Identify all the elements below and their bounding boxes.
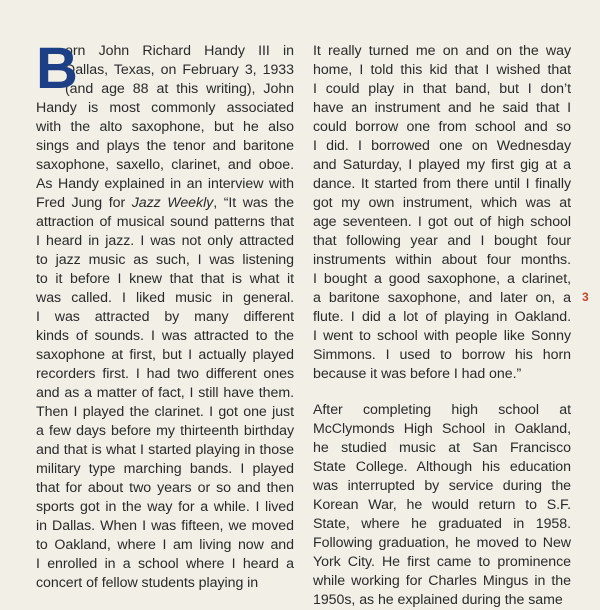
- text-line: dance. It started from there until I finally: [313, 176, 571, 192]
- text-line: I bought a good saxophone, a clarinet,: [313, 271, 571, 287]
- text-line: As Handy explained in an interview with: [36, 176, 294, 192]
- text-line: I heard in jazz. I was not only attracted: [36, 233, 294, 249]
- publication-title: Jazz Weekly: [131, 195, 214, 211]
- text-line: I enrolled in a school where I heard a: [36, 556, 294, 572]
- text-line: to Oakland, where I am living now and: [36, 537, 294, 553]
- text-line: kinds of sounds. I was attracted to the: [36, 328, 294, 344]
- right-column: [313, 42, 571, 610]
- text-line: 1950s, as he explained during the same: [313, 592, 563, 608]
- text-line: age seventeen. I got out of high school: [313, 214, 571, 230]
- text-line: flute. I did a lot of playing in Oakland.: [313, 309, 571, 325]
- text-line: and that is what I started playing in those: [36, 442, 294, 458]
- text-fragment: , “It was the: [213, 195, 294, 211]
- text-line: I went to school with people like Sonny: [313, 328, 571, 344]
- text-line: (and age 88 at this writing), John: [65, 81, 294, 97]
- text-line: Then I played the clarinet. I got one just: [36, 404, 294, 420]
- text-line: that following year and I bought four: [313, 233, 571, 249]
- text-line: It really turned me on and on the way: [313, 43, 571, 59]
- text-line: saxophone, saxello, clarinet, and oboe.: [36, 157, 294, 173]
- text-fragment: Fred Jung for: [36, 195, 132, 211]
- text-line: Korean War, he would return to S.F.: [313, 497, 571, 513]
- text-line: home, I told this kid that I wished that: [313, 62, 571, 78]
- text-line: concert of fellow students playing in: [36, 575, 259, 591]
- text-line: Dallas, Texas, on February 3, 1933: [65, 62, 294, 78]
- text-line: a baritone saxophone, and later on, a: [313, 290, 571, 306]
- text-line: because it was before I had one.”: [313, 366, 522, 382]
- page-number: 3: [582, 290, 589, 304]
- text-line: sports got in the way for a while. I lived: [36, 499, 294, 515]
- text-line: York City. He first came to prominence: [313, 554, 571, 570]
- text-line: and as a matter of fact, I still have them.: [36, 385, 294, 401]
- left-column: [36, 36, 294, 593]
- text-line: while working for Charles Mingus in the: [313, 573, 571, 589]
- text-line: that for about two years or so and then: [36, 480, 294, 496]
- paragraph-gap: [313, 384, 571, 401]
- text-line: orn John Richard Handy III in: [65, 43, 294, 59]
- text-line: a few days before my thirteenth birthday: [36, 423, 294, 439]
- text-line: recorders first. I had two different ones: [36, 366, 294, 382]
- text-line: got my own instrument, which was at: [313, 195, 571, 211]
- text-line: Simmons. I used to borrow his horn: [313, 347, 571, 363]
- text-line: McClymonds High School in Oakland,: [313, 421, 571, 437]
- text-line: I did. I borrowed one on Wednesday: [313, 138, 571, 154]
- text-line: in Dallas. When I was fifteen, we moved: [36, 518, 294, 534]
- text-line: Following graduation, he moved to New: [313, 535, 571, 551]
- text-line: have an instrument and he said that I: [313, 100, 571, 116]
- text-line: was called. I liked music in general.: [36, 290, 294, 306]
- text-line: and Saturday, I played my first gig at a: [313, 157, 571, 173]
- text-line: he studied music at San Francisco: [313, 440, 571, 456]
- text-line: to jazz music as such, I was listening: [36, 252, 294, 268]
- text-line: After completing high school at: [313, 402, 571, 418]
- text-line: I was attracted by many different: [36, 309, 294, 325]
- text-line: was interrupted by service during the: [313, 478, 571, 494]
- text-line-with-title: [36, 194, 294, 213]
- text-line: Handy is most commonly associated: [36, 100, 294, 116]
- text-line: with the alto saxophone, but he also: [36, 119, 294, 135]
- text-line: military type marching bands. I played: [36, 461, 294, 477]
- text-line: could borrow one from school and so: [313, 119, 571, 135]
- text-line: attraction of musical sound patterns that: [36, 214, 294, 230]
- text-line: State College. Although his education: [313, 459, 571, 475]
- text-line: instruments within about four months.: [313, 252, 571, 268]
- text-line: I could play in that band, but I don’t: [313, 81, 571, 97]
- text-line: State, where he graduated in 1958.: [313, 516, 571, 532]
- text-line: saxophone at first, but I actually played: [36, 347, 294, 363]
- text-line: sings and plays the tenor and baritone: [36, 138, 294, 154]
- dropcap-letter: B: [36, 36, 76, 101]
- text-line: to it before I knew that that is what it: [36, 271, 294, 287]
